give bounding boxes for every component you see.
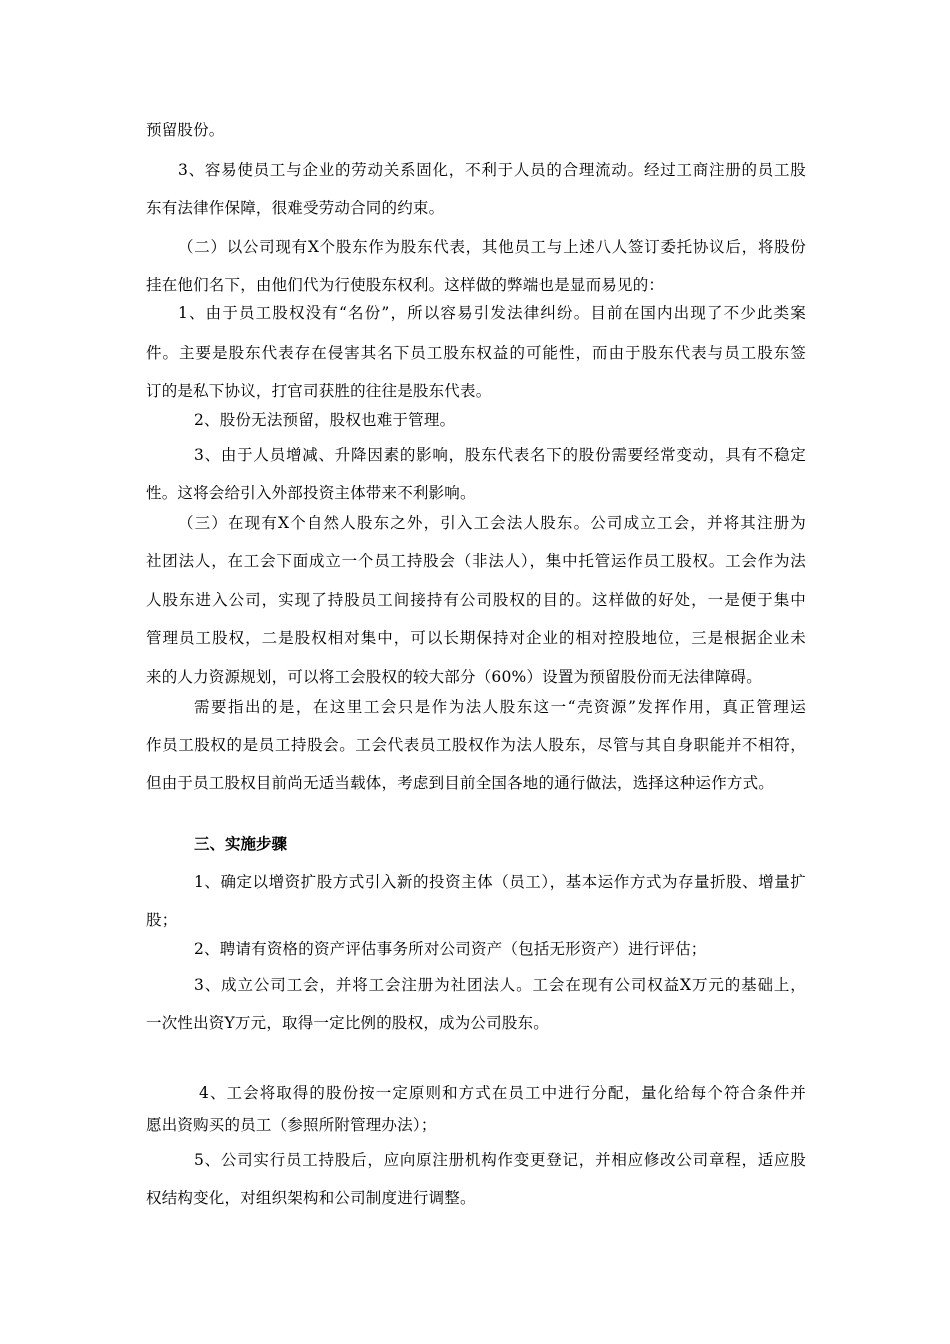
paragraph-line: 权结构变化，对组织架构和公司制度进行调整。 (146, 1189, 476, 1207)
paragraph-line: 3、由于人员增减、升降因素的影响，股东代表名下的股份需要经常变动，具有不稳定 (194, 446, 806, 464)
paragraph-line: 社团法人，在工会下面成立一个员工持股会（非法人），集中托管运作员工股权。工会作为法 (146, 552, 806, 570)
paragraph-line: 股； (146, 911, 178, 929)
paragraph-line: 3、成立公司工会，并将工会注册为社团法人。工会在现有公司权益X万元的基础上， (194, 976, 806, 994)
paragraph-line: 来的人力资源规划，可以将工会股权的较大部分（60%）设置为预留股份而无法律障碍。 (146, 668, 762, 686)
paragraph-line: 订的是私下协议，打官司获胜的往往是股东代表。 (146, 382, 492, 400)
paragraph-line: 东有法律作保障，很难受劳动合同的约束。 (146, 199, 445, 217)
paragraph-line: （三）在现有X个自然人股东之外，引入工会法人股东。公司成立工会，并将其注册为 (178, 514, 806, 532)
paragraph-line: 性。这将会给引入外部投资主体带来不利影响。 (146, 484, 476, 502)
paragraph-line: 1、由于员工股权没有“名份”，所以容易引发法律纠纷。目前在国内出现了不少此类案 (178, 304, 806, 322)
paragraph-line: 3、容易使员工与企业的劳动关系固化，不利于人员的合理流动。经过工商注册的员工股 (178, 161, 806, 179)
paragraph-line: （二）以公司现有X个股东作为股东代表，其他员工与上述八人签订委托协议后，将股份 (178, 238, 806, 256)
paragraph-line: 1、确定以增资扩股方式引入新的投资主体（员工），基本运作方式为存量折股、增量扩 (194, 873, 806, 891)
paragraph-line: 人股东进入公司，实现了持股员工间接持有公司股权的目的。这样做的好处，一是便于集中 (146, 591, 806, 609)
paragraph-line: 需要指出的是，在这里工会只是作为法人股东这一“壳资源”发挥作用，真正管理运 (194, 698, 806, 716)
paragraph-line: 件。主要是股东代表存在侵害其名下员工股东权益的可能性，而由于股东代表与员工股东签 (146, 344, 806, 362)
paragraph-line: 4、工会将取得的股份按一定原则和方式在员工中进行分配，量化给每个符合条件并 (199, 1084, 806, 1102)
paragraph-line: 预留股份。 (146, 121, 225, 139)
paragraph-line: 管理员工股权，二是股权相对集中，可以长期保持对企业的相对控股地位，三是根据企业未 (146, 629, 806, 647)
section-heading: 三、实施步骤 (194, 835, 288, 853)
paragraph-line: 挂在他们名下，由他们代为行使股东权利。这样做的弊端也是显而易见的： (146, 276, 665, 294)
paragraph-line: 一次性出资Y万元，取得一定比例的股权，成为公司股东。 (146, 1014, 549, 1032)
paragraph-line: 作员工股权的是员工持股会。工会代表员工股权作为法人股东，尽管与其自身职能并不相符， (146, 736, 806, 754)
paragraph-line: 5、公司实行员工持股后，应向原注册机构作变更登记，并相应修改公司章程，适应股 (194, 1151, 806, 1169)
paragraph-line: 2、股份无法预留，股权也难于管理。 (194, 411, 456, 429)
paragraph-line: 愿出资购买的员工（参照所附管理办法）； (146, 1116, 437, 1134)
paragraph-line: 2、聘请有资格的资产评估事务所对公司资产（包括无形资产）进行评估； (194, 940, 707, 958)
paragraph-line: 但由于员工股权目前尚无适当载体，考虑到目前全国各地的通行做法，选择这种运作方式。 (146, 774, 775, 792)
